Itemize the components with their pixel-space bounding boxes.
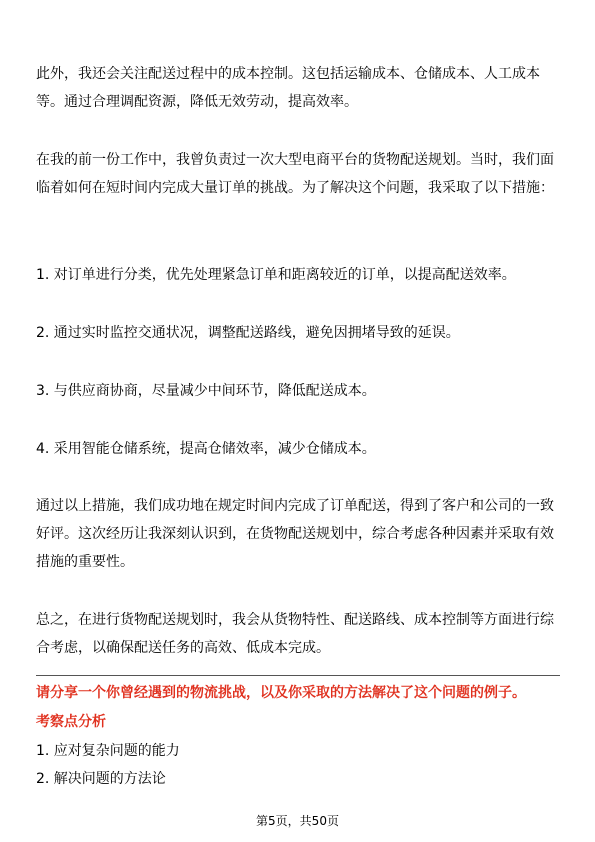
paragraph-cost-control: 此外，我还会关注配送过程中的成本控制。这包括运输成本、仓储成本、人工成本等。通过合理调配资源，降低无效劳动，提高效率。: [36, 66, 540, 110]
paragraph-experience: 在我的前一份工作中，我曾负责过一次大型电商平台的货物配送规划。当时，我们面临着如何在短时间内完成大量订单的挑战。为了解决这个问题，我采取了以下措施：: [36, 152, 554, 196]
measure-item-2: 2. 通过实时监控交通状况，调整配送路线，避免因拥堵导致的延误。: [36, 325, 460, 341]
paragraph-result: 通过以上措施，我们成功地在规定时间内完成了订单配送，得到了客户和公司的一致好评。这次经历让我深刻认识到，在货物配送规划中，综合考虑各种因素并采取有效措施的重要性。: [36, 498, 554, 570]
page-number: 第5页，共50页: [256, 814, 339, 828]
measure-item-3: 3. 与供应商协商，尽量减少中间环节，降低配送成本。: [36, 383, 376, 399]
measure-item-1: 1. 对订单进行分类，优先处理紧急订单和距离较近的订单，以提高配送效率。: [36, 267, 516, 283]
section-divider: [36, 675, 560, 676]
analysis-point-2: 2. 解决问题的方法论: [36, 771, 166, 787]
interview-question: 请分享一个你曾经遇到的物流挑战，以及你采取的方法解决了这个问题的例子。: [36, 685, 526, 701]
paragraph-summary: 总之，在进行货物配送规划时，我会从货物特性、配送路线、成本控制等方面进行综合考虑，以确保配送任务的高效、低成本完成。: [36, 612, 554, 656]
measure-item-4: 4. 采用智能仓储系统，提高仓储效率，减少仓储成本。: [36, 441, 376, 457]
analysis-point-1: 1. 应对复杂问题的能力: [36, 743, 180, 759]
analysis-title: 考察点分析: [36, 714, 106, 730]
